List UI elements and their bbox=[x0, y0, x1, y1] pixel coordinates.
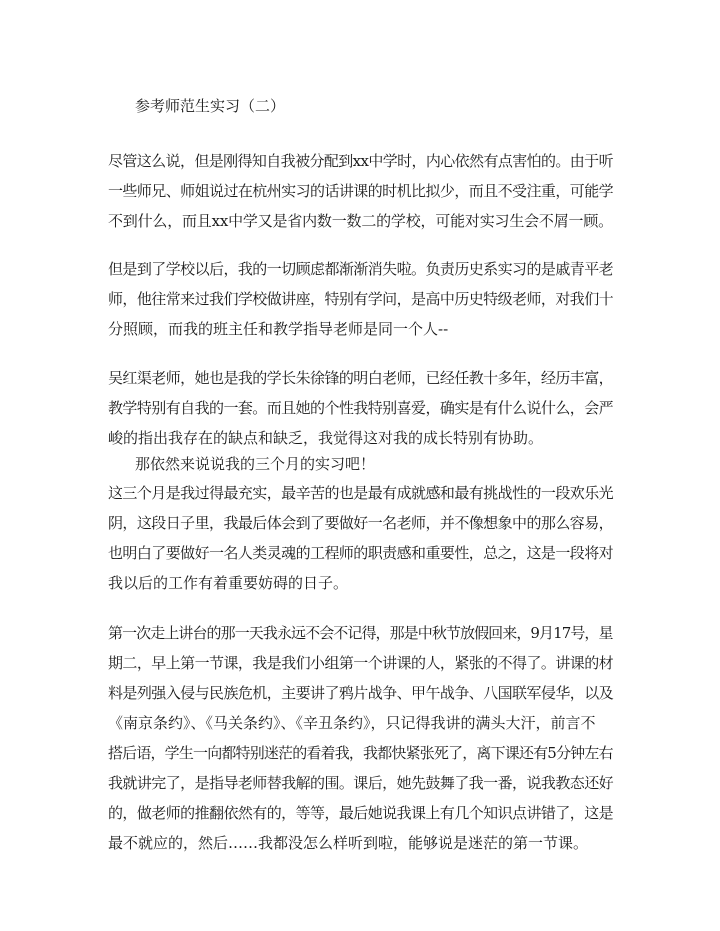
paragraph-line: 一些师兄、师姐说过在杭州实习的话讲课的时机比拟少，而且不受注重，可能学 bbox=[108, 182, 614, 200]
document-title: 参考师范生实习（二） bbox=[135, 97, 286, 115]
paragraph-line: 师，他往常来过我们学校做讲座，特别有学问，是高中历史特级老师，对我们十 bbox=[108, 290, 614, 308]
paragraph-line: 《南京条约》、《马关条约》、《辛丑条约》，只记得我讲的满头大汗，前言不 bbox=[108, 714, 596, 732]
paragraph-line: 这三个月是我过得最充实，最辛苦的也是最有成就感和最有挑战性的一段欢乐光 bbox=[108, 484, 614, 502]
paragraph-line: 峻的指出我存在的缺点和缺乏，我觉得这对我的成长特别有协助。 bbox=[108, 429, 544, 447]
paragraph-line: 料是列强入侵与民族危机，主要讲了鸦片战争、甲午战争、八国联军侵华，以及 bbox=[108, 684, 614, 702]
paragraph-line: 尽管这么说，但是刚得知自我被分配到xx中学时，内心依然有点害怕的。由于听 bbox=[108, 152, 613, 170]
paragraph-line: 分照顾，而我的班主任和教学指导老师是同一个人-- bbox=[108, 320, 449, 338]
paragraph-line: 的，做老师的推翻依然有的，等等，最后她说我课上有几个知识点讲错了，这是 bbox=[108, 804, 614, 822]
paragraph-1 bbox=[108, 146, 613, 236]
paragraph-line: 阴，这段日子里，我最后体会到了要做好一名老师，并不像想象中的那么容易， bbox=[108, 514, 614, 532]
paragraph-line: 也明白了要做好一名人类灵魂的工程师的职责感和重要性，总之，这是一段将对 bbox=[108, 544, 614, 562]
indented-line: 那依然来说说我的三个月的实习吧！ bbox=[135, 455, 376, 473]
paragraph-line: 不到什么，而且xx中学又是省内数一数二的学校，可能对实习生会不屑一顾。 bbox=[108, 212, 613, 230]
paragraph-5 bbox=[108, 618, 613, 858]
paragraph-line: 吴红渠老师，她也是我的学长朱徐锋的明白老师，已经任教十多年，经历丰富， bbox=[108, 369, 614, 387]
paragraph-line: 期二，早上第一节课，我是我们小组第一个讲课的人，紧张的不得了。讲课的材 bbox=[108, 654, 614, 672]
paragraph-line: 教学特别有自我的一套。而且她的个性我特别喜爱，确实是有什么说什么，会严 bbox=[108, 399, 614, 417]
paragraph-4 bbox=[108, 478, 613, 598]
paragraph-3 bbox=[108, 363, 613, 453]
paragraph-line: 我就讲完了，是指导老师替我解的围。课后，她先鼓舞了我一番，说我教态还好 bbox=[108, 774, 614, 792]
paragraph-line: 我以后的工作有着重要妨碍的日子。 bbox=[108, 574, 349, 592]
paragraph-line: 第一次走上讲台的那一天我永远不会不记得，那是中秋节放假回来，9月17号，星 bbox=[108, 624, 613, 642]
paragraph-line: 最不就应的，然后……我都没怎么样听到啦，能够说是迷茫的第一节课。 bbox=[108, 834, 589, 852]
paragraph-line: 但是到了学校以后，我的一切顾虑都渐渐消失啦。负责历史系实习的是戚青平老 bbox=[108, 260, 614, 278]
paragraph-line: 搭后语，学生一向都特别迷茫的看着我，我都快紧张死了，离下课还有5分钟左右 bbox=[108, 744, 613, 762]
paragraph-2 bbox=[108, 254, 613, 344]
